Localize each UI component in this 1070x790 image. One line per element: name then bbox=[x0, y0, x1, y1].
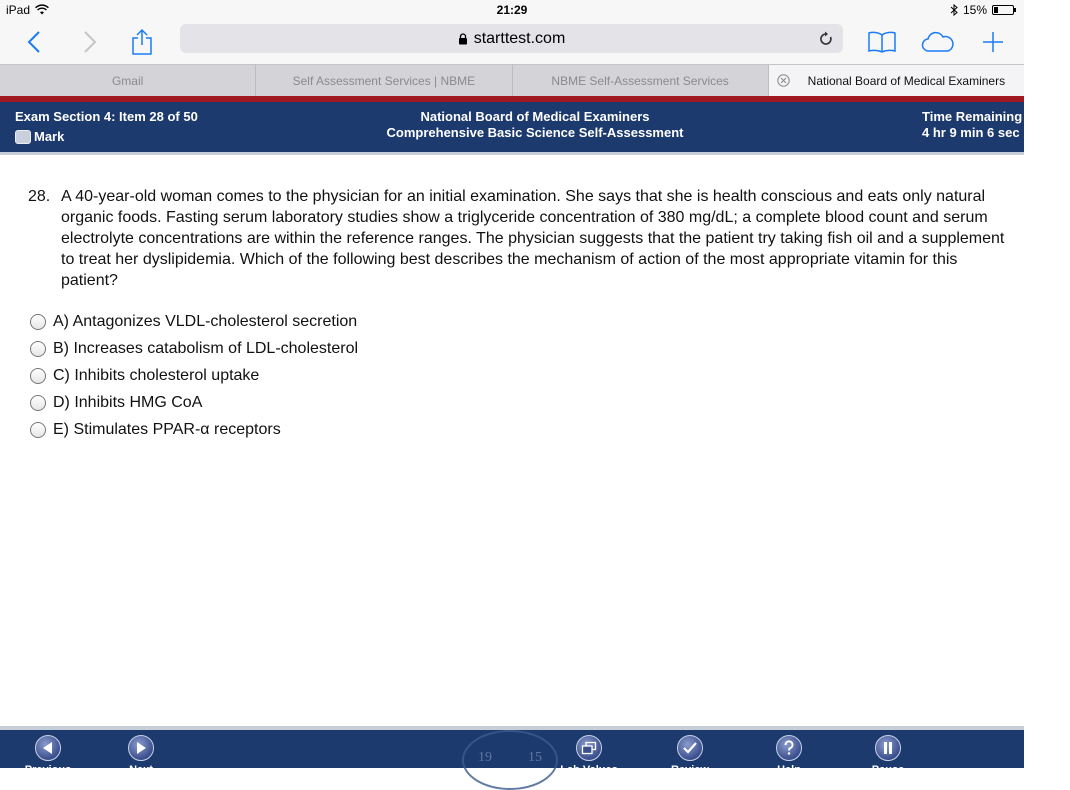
tab-gmail[interactable] bbox=[0, 65, 256, 96]
close-tab-icon[interactable] bbox=[777, 74, 790, 87]
left-arrow-icon bbox=[35, 735, 61, 761]
next-button[interactable] bbox=[101, 735, 181, 776]
radio-button[interactable] bbox=[30, 422, 46, 438]
item-counter: Exam Section 4: Item 28 of 50 bbox=[15, 109, 198, 124]
browser-toolbar bbox=[0, 20, 1024, 64]
tab-label: NBME Self-Assessment Services bbox=[551, 73, 729, 88]
status-time: 21:29 bbox=[496, 3, 528, 17]
time-remaining-label: Time Remaining bbox=[922, 109, 1023, 124]
forward-button[interactable] bbox=[74, 26, 106, 58]
exam-footer bbox=[0, 730, 1024, 776]
question-icon bbox=[776, 735, 802, 761]
help-button[interactable] bbox=[749, 735, 829, 776]
question-block bbox=[28, 186, 1018, 291]
tab-label: National Board of Medical Examiners bbox=[807, 73, 1006, 88]
bluetooth-icon bbox=[950, 4, 958, 16]
lab-values-button[interactable] bbox=[549, 735, 629, 776]
answer-option-a[interactable] bbox=[30, 308, 358, 335]
bookmarks-button[interactable] bbox=[866, 26, 898, 58]
next-label: Next bbox=[129, 764, 153, 776]
tab-label: Gmail bbox=[111, 73, 144, 88]
answer-option-e[interactable] bbox=[30, 416, 358, 443]
icloud-tabs-button[interactable] bbox=[922, 26, 954, 58]
cloud-icon bbox=[921, 31, 955, 53]
help-label: Help bbox=[777, 764, 801, 776]
option-label: C) Inhibits cholesterol uptake bbox=[53, 366, 260, 384]
reload-button[interactable] bbox=[815, 28, 837, 50]
option-label: B) Increases catabolism of LDL-cholesterol bbox=[53, 339, 359, 357]
answer-option-c[interactable] bbox=[30, 362, 358, 389]
battery-icon bbox=[992, 5, 1014, 15]
answer-option-d[interactable] bbox=[30, 389, 358, 416]
option-label: A) Antagonizes VLDL-cholesterol secretion bbox=[53, 312, 358, 330]
assessment-title: Comprehensive Basic Science Self-Assessment bbox=[386, 125, 684, 140]
share-button[interactable] bbox=[126, 26, 158, 58]
device-name: iPad bbox=[6, 3, 31, 17]
book-icon bbox=[868, 31, 896, 53]
answer-option-b[interactable] bbox=[30, 335, 358, 362]
nbme-seal-logo bbox=[462, 730, 558, 790]
chevron-right-icon bbox=[83, 30, 97, 54]
chevron-left-icon bbox=[27, 30, 41, 54]
ios-status-bar bbox=[0, 0, 1024, 20]
time-remaining-value: 4 hr 9 min 6 sec bbox=[922, 125, 1020, 140]
radio-button[interactable] bbox=[30, 314, 46, 330]
exam-header bbox=[0, 102, 1024, 152]
battery-percent: 15% bbox=[962, 3, 987, 17]
tab-label: Self Assessment Services | NBME bbox=[292, 73, 476, 88]
seal-year-right: 15 bbox=[528, 750, 542, 765]
radio-button[interactable] bbox=[30, 368, 46, 384]
seal-year-left: 19 bbox=[478, 750, 492, 765]
lab-values-icon bbox=[576, 735, 602, 761]
org-title: National Board of Medical Examiners bbox=[420, 109, 650, 124]
pause-button[interactable] bbox=[848, 735, 928, 776]
tab-national-board-of-medical-examiners[interactable] bbox=[769, 65, 1024, 96]
radio-button[interactable] bbox=[30, 395, 46, 411]
url-text: starttest.com bbox=[473, 29, 566, 47]
tab-nbme-self-assessment-services[interactable] bbox=[513, 65, 769, 96]
option-label: E) Stimulates PPAR-α receptors bbox=[53, 420, 281, 438]
lab-values-label: Lab Values bbox=[560, 764, 618, 776]
option-label: D) Inhibits HMG CoA bbox=[53, 393, 203, 411]
previous-label: Previous bbox=[24, 764, 72, 776]
new-tab-button[interactable] bbox=[977, 26, 1009, 58]
question-number: 28. bbox=[28, 188, 51, 205]
tab-self-assessment-services-nbme[interactable] bbox=[256, 65, 512, 96]
pause-label: Pause bbox=[871, 764, 905, 776]
header-divider bbox=[0, 152, 1024, 155]
radio-button[interactable] bbox=[30, 341, 46, 357]
plus-icon bbox=[982, 31, 1004, 53]
right-arrow-icon bbox=[128, 735, 154, 761]
mark-label: Mark bbox=[34, 129, 65, 144]
question-stem: A 40-year-old woman comes to the physician for an initial examination. She says that she is health conscious and eats only natural organic foods. Fasting serum laboratory studies show a triglyceride concentration of 380 mg/dL; a complete blood count and serum electrolyte concentrations are within the reference ranges. The physician suggests that the patient try taking fish oil and a supplement to treat her dyslipidemia. Which of the following best describes the mechanism of action of the most appropriate vitamin for this patient? bbox=[61, 188, 1005, 289]
review-button[interactable] bbox=[650, 735, 730, 776]
browser-tabs bbox=[0, 64, 1024, 96]
address-bar[interactable] bbox=[180, 24, 843, 53]
answer-options bbox=[30, 308, 358, 443]
review-label: Review bbox=[671, 764, 709, 776]
pause-icon bbox=[875, 735, 901, 761]
share-icon bbox=[131, 28, 153, 56]
checkmark-icon bbox=[677, 735, 703, 761]
lock-icon bbox=[458, 33, 468, 45]
back-button[interactable] bbox=[18, 26, 50, 58]
reload-icon bbox=[819, 31, 833, 47]
previous-button[interactable] bbox=[8, 735, 88, 776]
